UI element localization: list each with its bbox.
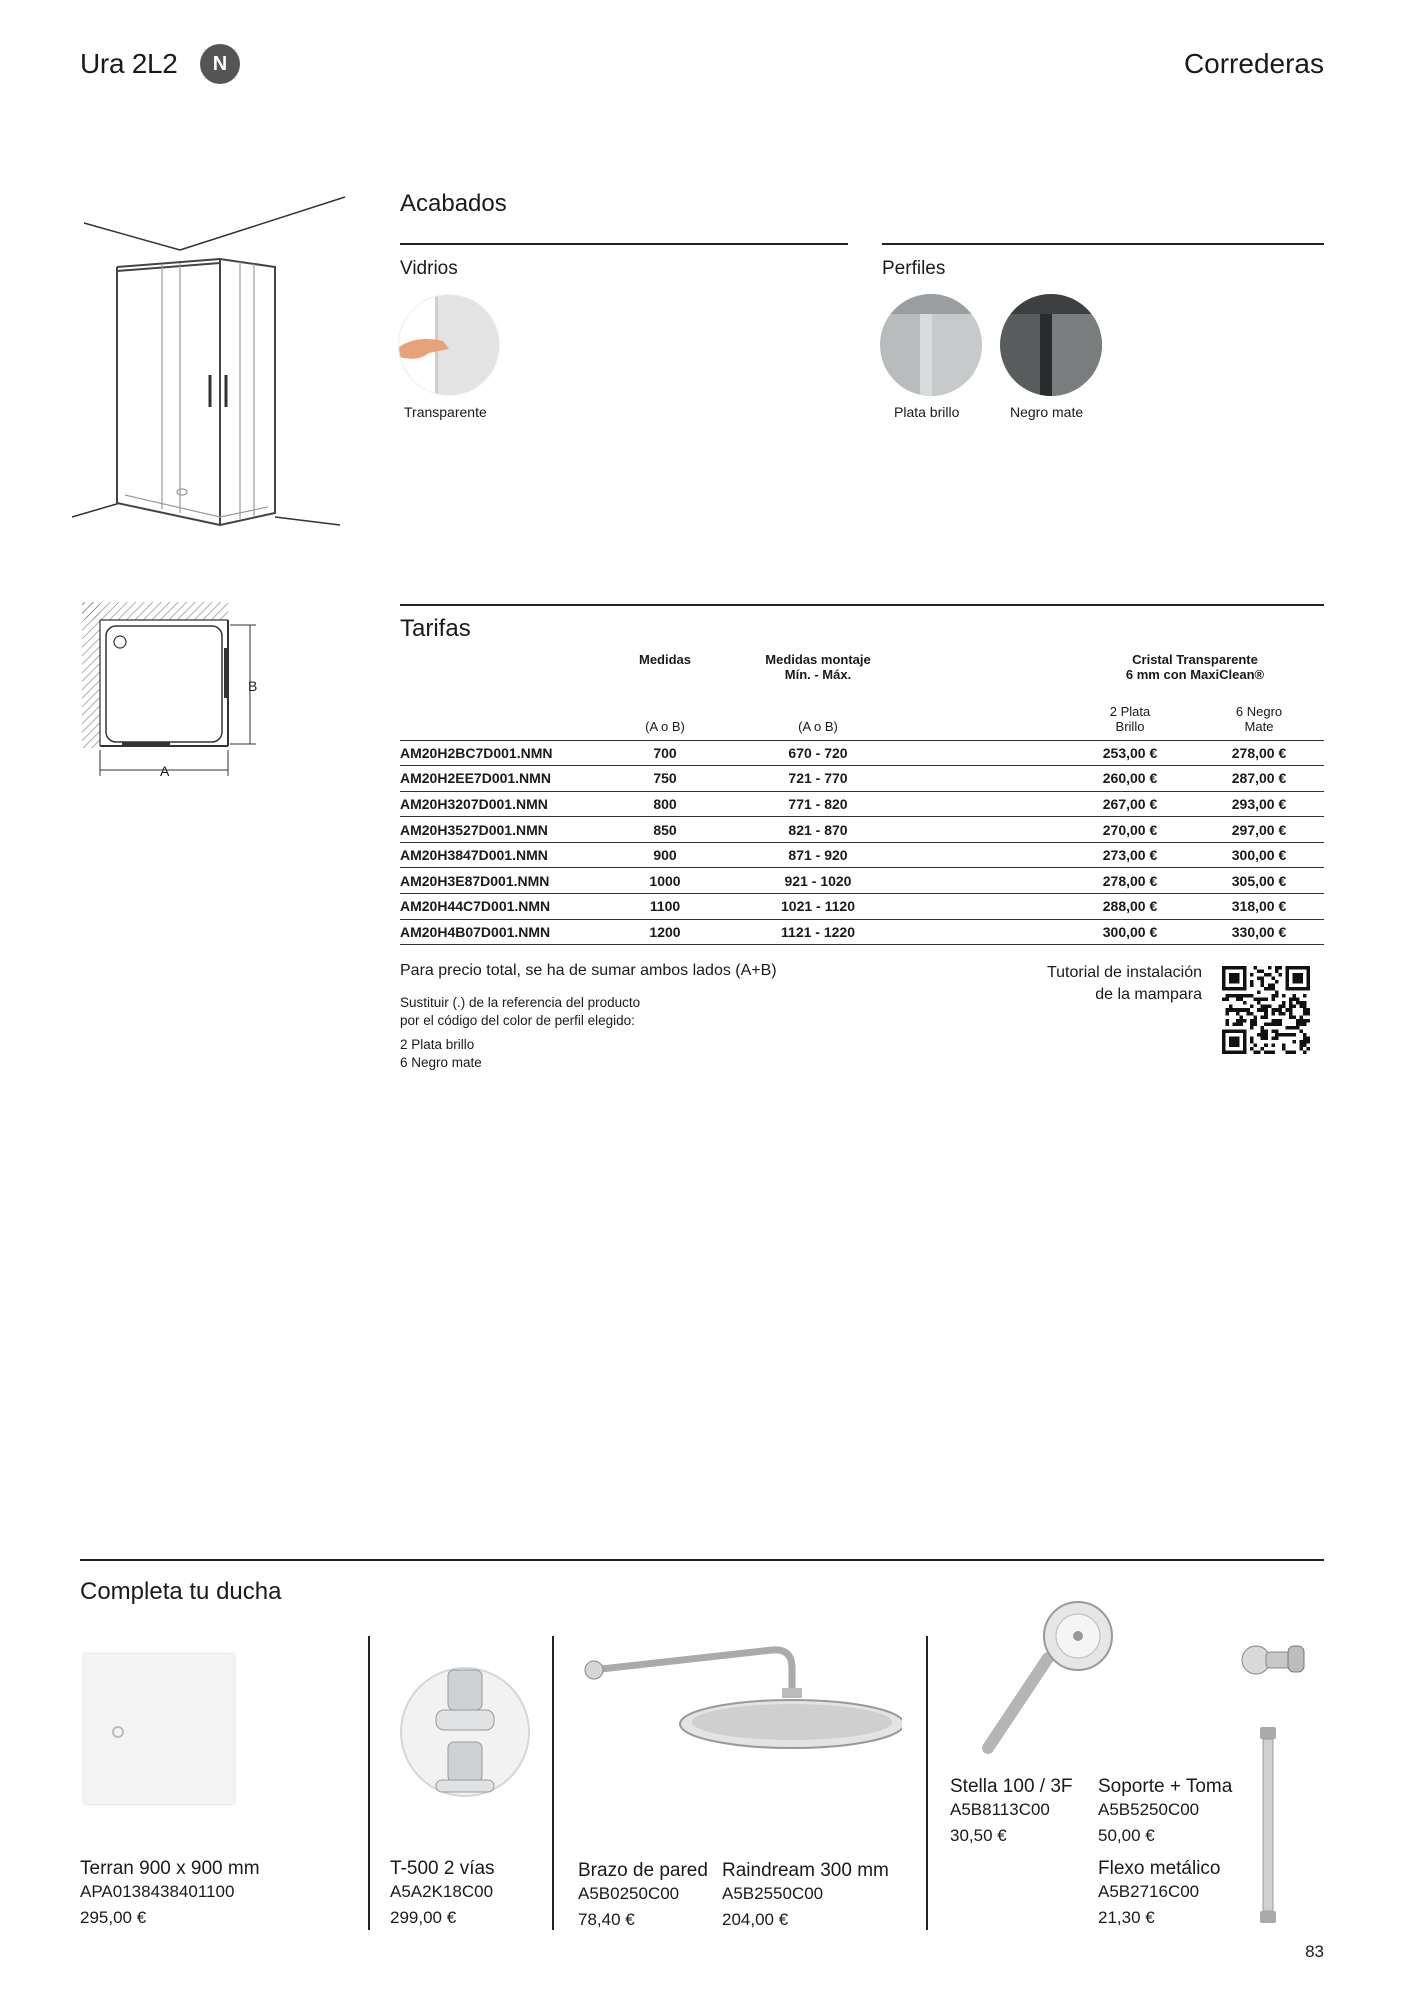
- ref-cell: AM20H3847D001.NMN: [400, 842, 600, 868]
- completa-title: Completa tu ducha: [80, 1578, 282, 1605]
- table-row: [400, 740, 1324, 766]
- drain-icon: [112, 1726, 124, 1738]
- product-terran: Terran 900 x 900 mm APA0138438401100 295,00 €: [80, 1858, 260, 1927]
- swatch-negro-mate: [1000, 294, 1102, 396]
- price-plata-cell: 270,00 €: [1066, 817, 1194, 843]
- swatch-plata-brillo: [880, 294, 982, 396]
- shower-tray-image: [84, 1654, 234, 1804]
- medida-cell: 700: [600, 740, 730, 766]
- subheader-plata: 2 Plata Brillo: [1109, 703, 1151, 734]
- table-row: [400, 868, 1324, 894]
- hand-shower-image: [968, 1598, 1138, 1758]
- subheader-montaje: (A o B): [798, 718, 838, 734]
- header-montaje: Medidas montaje Mín. - Máx.: [765, 652, 871, 682]
- swatch-label-transparente: Transparente: [404, 404, 487, 420]
- medida-cell: 800: [600, 791, 730, 817]
- spacer-cell: [906, 894, 1066, 920]
- table-row: [400, 791, 1324, 817]
- subheader-negro: 6 Negro Mate: [1235, 703, 1283, 734]
- ref-cell: AM20H2BC7D001.NMN: [400, 740, 600, 766]
- flexible-hose-image: [1250, 1725, 1286, 1925]
- table-subheader-row: [400, 682, 1324, 740]
- perfiles-title: Perfiles: [882, 258, 946, 279]
- montaje-cell: 921 - 1020: [730, 868, 906, 894]
- divider: [882, 243, 1324, 245]
- spacer-cell: [906, 842, 1066, 868]
- spacer-cell: [906, 791, 1066, 817]
- montaje-cell: 1021 - 1120: [730, 894, 906, 920]
- table-row: [400, 817, 1324, 843]
- header-medidas: Medidas: [638, 652, 691, 667]
- medida-cell: 1000: [600, 868, 730, 894]
- tutorial-text: Tutorial de instalación de la mampara: [1046, 964, 1202, 1003]
- product-stella: Stella 100 / 3F A5B8113C00 30,50 €: [950, 1776, 1073, 1845]
- dimension-label-a: A: [160, 763, 170, 779]
- note-total: Para precio total, se ha de sumar ambos lados (A+B): [400, 962, 777, 979]
- spacer-cell: [906, 868, 1066, 894]
- divider: [80, 1559, 1324, 1561]
- price-negro-cell: 278,00 €: [1194, 740, 1324, 766]
- price-negro-cell: 287,00 €: [1194, 766, 1324, 792]
- category-title: Correderas: [1183, 48, 1324, 79]
- ref-cell: AM20H4B07D001.NMN: [400, 919, 600, 945]
- spacer-cell: [906, 919, 1066, 945]
- note-colors: 2 Plata brillo 6 Negro mate: [400, 1037, 482, 1070]
- montaje-cell: 1121 - 1220: [730, 919, 906, 945]
- medida-cell: 850: [600, 817, 730, 843]
- montaje-cell: 871 - 920: [730, 842, 906, 868]
- divider: [552, 1636, 554, 1930]
- price-table: [400, 652, 1324, 945]
- swatch-label-plata-brillo: Plata brillo: [894, 404, 960, 420]
- product-t500: T-500 2 vías A5A2K18C00 299,00 €: [390, 1858, 495, 1927]
- montaje-cell: 670 - 720: [730, 740, 906, 766]
- dimension-diagram: [78, 600, 268, 785]
- ref-cell: AM20H3207D001.NMN: [400, 791, 600, 817]
- new-badge: N: [200, 44, 240, 84]
- ref-cell: AM20H3527D001.NMN: [400, 817, 600, 843]
- price-negro-cell: 318,00 €: [1194, 894, 1324, 920]
- dimension-label-b: B: [248, 678, 258, 694]
- price-negro-cell: 305,00 €: [1194, 868, 1324, 894]
- table-row: [400, 842, 1324, 868]
- montaje-cell: 721 - 770: [730, 766, 906, 792]
- product-soporte: Soporte + Toma A5B5250C00 50,00 €: [1098, 1776, 1233, 1845]
- table-row: [400, 894, 1324, 920]
- note-sustituir: Sustituir (.) de la referencia del producto por el código del color de perfil elegido:: [400, 995, 641, 1028]
- table-row: [400, 919, 1324, 945]
- shower-arm-head-image: [582, 1632, 902, 1762]
- product-raindream: Raindream 300 mm A5B2550C00 204,00 €: [722, 1860, 889, 1929]
- spacer-cell: [906, 740, 1066, 766]
- header-cristal: Cristal Transparente 6 mm con MaxiClean®: [1125, 652, 1265, 682]
- montaje-cell: 771 - 820: [730, 791, 906, 817]
- tarifas-title: Tarifas: [400, 615, 471, 642]
- price-plata-cell: 300,00 €: [1066, 919, 1194, 945]
- swatch-label-negro-mate: Negro mate: [1010, 404, 1084, 420]
- price-negro-cell: 330,00 €: [1194, 919, 1324, 945]
- montaje-cell: 821 - 870: [730, 817, 906, 843]
- price-negro-cell: 293,00 €: [1194, 791, 1324, 817]
- table-header-row: [400, 652, 1324, 682]
- spacer-cell: [906, 817, 1066, 843]
- ref-cell: AM20H3E87D001.NMN: [400, 868, 600, 894]
- product-brazo: Brazo de pared A5B0250C00 78,40 €: [578, 1860, 708, 1929]
- medida-cell: 750: [600, 766, 730, 792]
- medida-cell: 900: [600, 842, 730, 868]
- ref-cell: AM20H44C7D001.NMN: [400, 894, 600, 920]
- shower-enclosure-illustration: [70, 195, 350, 535]
- divider: [368, 1636, 370, 1930]
- divider: [400, 604, 1324, 606]
- price-plata-cell: 260,00 €: [1066, 766, 1194, 792]
- ref-cell: AM20H2EE7D001.NMN: [400, 766, 600, 792]
- price-plata-cell: 267,00 €: [1066, 791, 1194, 817]
- divider: [926, 1636, 928, 1930]
- price-negro-cell: 297,00 €: [1194, 817, 1324, 843]
- acabados-title: Acabados: [400, 190, 507, 217]
- thermostat-image: [390, 1652, 540, 1812]
- swatch-transparente: [398, 294, 500, 396]
- page-title: Ura 2L2: [80, 48, 178, 79]
- price-negro-cell: 300,00 €: [1194, 842, 1324, 868]
- medida-cell: 1200: [600, 919, 730, 945]
- vidrios-title: Vidrios: [400, 258, 458, 279]
- wall-outlet-image: [1232, 1630, 1312, 1690]
- qr-code[interactable]: [1222, 966, 1310, 1054]
- table-row: [400, 766, 1324, 792]
- divider: [400, 243, 848, 245]
- medida-cell: 1100: [600, 894, 730, 920]
- spacer-cell: [906, 766, 1066, 792]
- page-number: 83: [1305, 1942, 1324, 1961]
- price-plata-cell: 273,00 €: [1066, 842, 1194, 868]
- product-flexo: Flexo metálico A5B2716C00 21,30 €: [1098, 1858, 1221, 1927]
- subheader-medidas: (A o B): [645, 718, 685, 734]
- price-plata-cell: 278,00 €: [1066, 868, 1194, 894]
- price-plata-cell: 253,00 €: [1066, 740, 1194, 766]
- price-plata-cell: 288,00 €: [1066, 894, 1194, 920]
